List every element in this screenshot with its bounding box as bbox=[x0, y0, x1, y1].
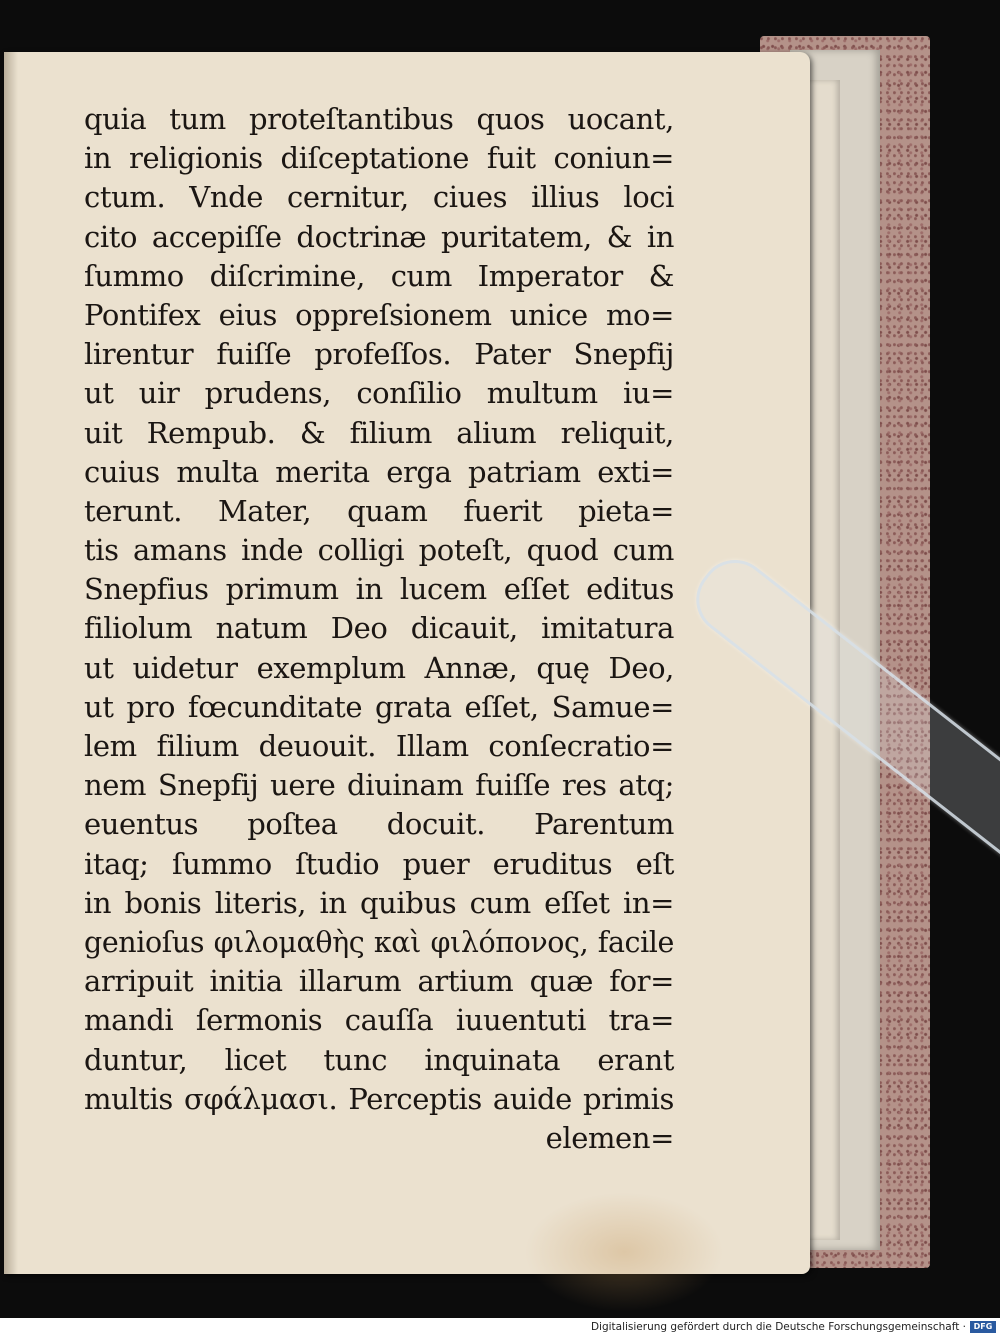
text-line: cito accepiſſe doctrinæ puritatem, & in bbox=[84, 219, 674, 254]
text-line: nem Snepfij uere diuinam fuiſſe res atq; bbox=[84, 768, 674, 803]
text-line: cuius multa merita erga patriam exti= bbox=[84, 454, 674, 489]
text-line: euentus poſtea docuit. Parentum bbox=[84, 807, 674, 842]
text-line: ut uir prudens, conſilio multum iu= bbox=[84, 376, 674, 411]
text-line: multis σφάλμασι. Perceptis auide primis bbox=[84, 1081, 674, 1116]
text-line: ſummo diſcrimine, cum Imperator & bbox=[84, 258, 674, 293]
text-line: ut pro fœcunditate grata eſſet, Samue= bbox=[84, 689, 674, 724]
text-line: arripuit initia illarum artium quæ for= bbox=[84, 964, 674, 999]
page-text bbox=[84, 100, 674, 1158]
text-line: in religionis diſceptatione fuit coniun= bbox=[84, 141, 674, 176]
digitization-footer bbox=[0, 1318, 1000, 1337]
page-stain bbox=[524, 1192, 724, 1312]
text-line: Snepfius primum in lucem eſſet editus bbox=[84, 572, 674, 607]
text-line: genioſus φιλομαθὴς καὶ φιλόπονος, facile bbox=[84, 925, 674, 959]
text-line: filiolum natum Deo dicauit, imitatura bbox=[84, 611, 674, 646]
text-line: duntur, licet tunc inquinata erant bbox=[84, 1042, 674, 1077]
dfg-logo: DFG bbox=[970, 1321, 996, 1333]
text-line: mandi ſermonis cauſſa iuuentuti tra= bbox=[84, 1003, 674, 1038]
text-line: uit Rempub. & filium alium reliquit, bbox=[84, 415, 674, 450]
text-line: itaq; ſummo ſtudio puer eruditus eſt bbox=[84, 846, 674, 881]
catchword: elemen= bbox=[545, 1120, 674, 1155]
text-line: in bonis literis, in quibus cum eſſet in= bbox=[84, 885, 674, 920]
text-line: lirentur fuiſſe profeſſos. Pater Snepfij bbox=[84, 337, 674, 372]
text-line: terunt. Mater, quam fuerit pieta= bbox=[84, 493, 674, 528]
text-line: tis amans inde colligi poteſt, quod cum bbox=[84, 533, 674, 568]
footer-credit: Digitalisierung gefördert durch die Deutsche Forschungsgemeinschaft · bbox=[590, 1321, 966, 1333]
text-line: Pontifex eius oppreſsionem unice mo= bbox=[84, 297, 674, 332]
text-line: quia tum proteſtantibus quos uocant, bbox=[84, 102, 674, 136]
text-line: ctum. Vnde cernitur, ciues illius loci bbox=[84, 180, 674, 215]
text-line: ut uidetur exemplum Annæ, quę Deo, bbox=[84, 650, 674, 685]
text-line: lem filium deuouit. Illam conſecratio= bbox=[84, 729, 674, 763]
